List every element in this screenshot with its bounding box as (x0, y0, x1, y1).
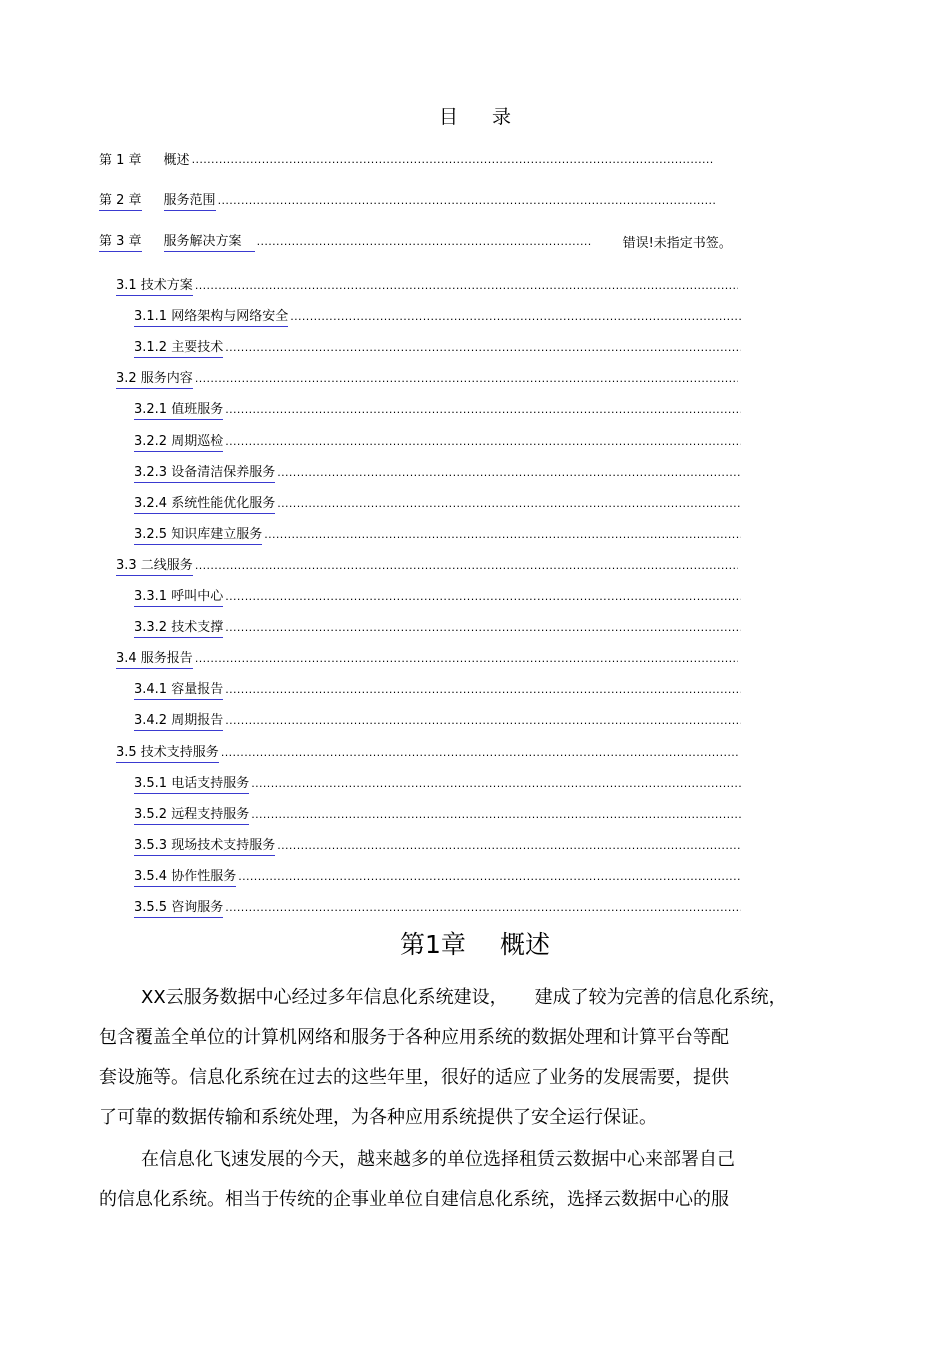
toc-chapter-3-link[interactable] (99, 234, 142, 252)
toc-entry-label: 3.4 服务报告 (116, 651, 193, 667)
toc-entry-label: 3.2.5 知识库建立服务 (134, 526, 263, 542)
toc-chapter-1-link[interactable] (99, 153, 190, 170)
toc-entry-link[interactable] (134, 309, 288, 327)
toc-leader-dots (218, 193, 715, 211)
toc-entry-link[interactable] (134, 900, 223, 918)
toc-leader-dots (225, 900, 741, 918)
toc-entry-link[interactable] (116, 651, 193, 669)
toc-entry[interactable] (134, 836, 741, 856)
toc-entry[interactable] (134, 867, 741, 887)
toc-leader-dots (238, 869, 741, 887)
toc-leader-dots (225, 620, 741, 638)
toc-chapter-1[interactable] (99, 150, 713, 170)
toc-entry-label: 3.2.1 值班服务 (134, 402, 224, 418)
toc-entry-link[interactable] (134, 838, 275, 856)
toc-leader-dots (225, 713, 741, 731)
chapter-heading (0, 928, 950, 962)
toc-entry-label: 3.2.3 设备清洁保养服务 (134, 464, 276, 480)
toc-chapter-2[interactable] (99, 191, 715, 211)
toc-entry[interactable] (134, 618, 741, 638)
toc-entry[interactable] (134, 898, 741, 918)
toc-entry[interactable] (116, 743, 738, 763)
toc-chapter-title: 概述 (163, 153, 190, 168)
toc-entry[interactable] (134, 711, 741, 731)
toc-chapter-3-title-link[interactable] (164, 234, 255, 252)
toc-entry[interactable] (134, 587, 741, 607)
toc-title: 目 录 (438, 106, 526, 128)
toc-leader-dots (225, 682, 741, 700)
toc-entry-label: 3.5.3 现场技术支持服务 (134, 837, 276, 853)
toc-entry[interactable] (134, 774, 741, 794)
chapter-number: 第1章 (400, 930, 466, 959)
toc-leader-dots (192, 152, 713, 170)
toc-leader-dots (195, 278, 738, 296)
toc-entry-link[interactable] (134, 807, 249, 825)
toc-chapter-num: 第 1 章 (99, 153, 142, 168)
toc-leader-dots (195, 651, 738, 669)
toc-entry-label: 3.2.2 周期巡检 (134, 433, 224, 449)
toc-leader-dots (225, 340, 741, 358)
toc-chapter-num: 第 2 章 (99, 193, 142, 208)
toc-entry-label: 3.2 服务内容 (116, 371, 193, 387)
toc-entry[interactable] (116, 649, 738, 669)
toc-entry-link[interactable] (116, 745, 219, 763)
toc-entry[interactable] (134, 400, 741, 420)
toc-entry-label: 3.2.4 系统性能优化服务 (134, 495, 276, 511)
paragraph-line: 包含覆盖全单位的计算机网络和服务于各种应用系统的数据处理和计算平台等配 (99, 1027, 729, 1048)
toc-chapter-2-link[interactable] (99, 193, 142, 211)
toc-entry-label: 3.1.2 主要技术 (134, 340, 224, 356)
paragraph-line: XX云服务数据中心经过多年信息化系统建设， 建成了较为完善的信息化系统， (141, 987, 787, 1008)
toc-entry-link[interactable] (134, 496, 275, 514)
toc-entry-label: 3.5 技术支持服务 (116, 744, 219, 760)
toc-entry[interactable] (134, 494, 741, 514)
toc-entry-link[interactable] (134, 402, 223, 420)
toc-leader-dots (195, 558, 738, 576)
toc-error-text: 错误!未指定书签。 (622, 236, 732, 251)
paragraph-line: 的信息化系统。相当于传统的企事业单位自建信息化系统，选择云数据中心的服 (99, 1189, 729, 1210)
toc-leader-dots (251, 776, 741, 794)
toc-entry[interactable] (116, 556, 738, 576)
toc-entry-link[interactable] (134, 589, 223, 607)
toc-entry-label: 3.4.1 容量报告 (134, 682, 224, 698)
toc-entry-label: 3.3.2 技术支撑 (134, 620, 224, 636)
toc-leader-dots (257, 234, 591, 252)
toc-entry[interactable] (116, 276, 738, 296)
toc-entry-label: 3.3 二线服务 (116, 557, 193, 573)
paragraph-line: 了可靠的数据传输和系统处理，为各种应用系统提供了安全运行保证。 (99, 1107, 657, 1128)
toc-entry-link[interactable] (134, 869, 236, 887)
toc-leader-dots (251, 807, 741, 825)
toc-leader-dots (225, 589, 741, 607)
toc-entry-link[interactable] (134, 620, 223, 638)
toc-entry[interactable] (134, 805, 741, 825)
toc-entry-link[interactable] (134, 713, 223, 731)
toc-leader-dots (221, 745, 738, 763)
toc-leader-dots (225, 434, 741, 452)
body-paragraph (99, 1140, 819, 1220)
toc-leader-dots (290, 309, 741, 327)
toc-leader-dots (277, 465, 741, 483)
toc-leader-dots (195, 371, 738, 389)
toc-entry-link[interactable] (116, 278, 193, 296)
toc-entry-link[interactable] (134, 682, 223, 700)
toc-entry-link[interactable] (134, 340, 223, 358)
toc-entry-label: 3.5.1 电话支持服务 (134, 775, 250, 791)
chapter-title: 概述 (499, 930, 550, 959)
toc-chapter-2-title-link[interactable] (164, 193, 216, 211)
toc-leader-dots (264, 527, 741, 545)
toc-entry-label: 3.5.4 协作性服务 (134, 868, 237, 884)
body-paragraph (99, 978, 819, 1138)
toc-leader-dots (277, 838, 741, 856)
toc-entry-link[interactable] (116, 371, 193, 389)
toc-entry[interactable] (134, 680, 741, 700)
toc-entry[interactable] (134, 307, 741, 327)
toc-entry[interactable] (134, 338, 741, 358)
toc-chapter-3[interactable] (99, 232, 749, 252)
toc-entry-link[interactable] (134, 527, 262, 545)
toc-entry[interactable] (116, 369, 738, 389)
toc-entry[interactable] (134, 463, 741, 483)
toc-leader-dots (277, 496, 741, 514)
toc-entry[interactable] (134, 525, 741, 545)
toc-entry-label: 3.1 技术方案 (116, 278, 193, 293)
toc-entry[interactable] (134, 432, 741, 452)
toc-chapter-title: 服务解决方案 (163, 234, 242, 249)
toc-entry-label: 3.1.1 网络架构与网络安全 (134, 309, 289, 325)
toc-entry-link[interactable] (134, 434, 223, 452)
toc-entry-label: 3.3.1 呼叫中心 (134, 589, 224, 604)
paragraph-line: 在信息化飞速发展的今天，越来越多的单位选择租赁云数据中心来部署自己 (141, 1149, 735, 1170)
toc-entry-label: 3.5.2 远程支持服务 (134, 806, 250, 822)
toc-entry-link[interactable] (134, 465, 275, 483)
toc-entry-label: 3.4.2 周期报告 (134, 713, 224, 729)
toc-chapter-title: 服务范围 (163, 193, 216, 208)
toc-leader-dots (225, 402, 741, 420)
paragraph-line: 套设施等。信息化系统在过去的这些年里，很好的适应了业务的发展需要，提供 (99, 1067, 729, 1088)
toc-chapter-num: 第 3 章 (99, 234, 142, 249)
toc-entry-label: 3.5.5 咨询服务 (134, 900, 224, 915)
toc-entry-link[interactable] (134, 776, 249, 794)
toc-entry-link[interactable] (116, 558, 193, 576)
